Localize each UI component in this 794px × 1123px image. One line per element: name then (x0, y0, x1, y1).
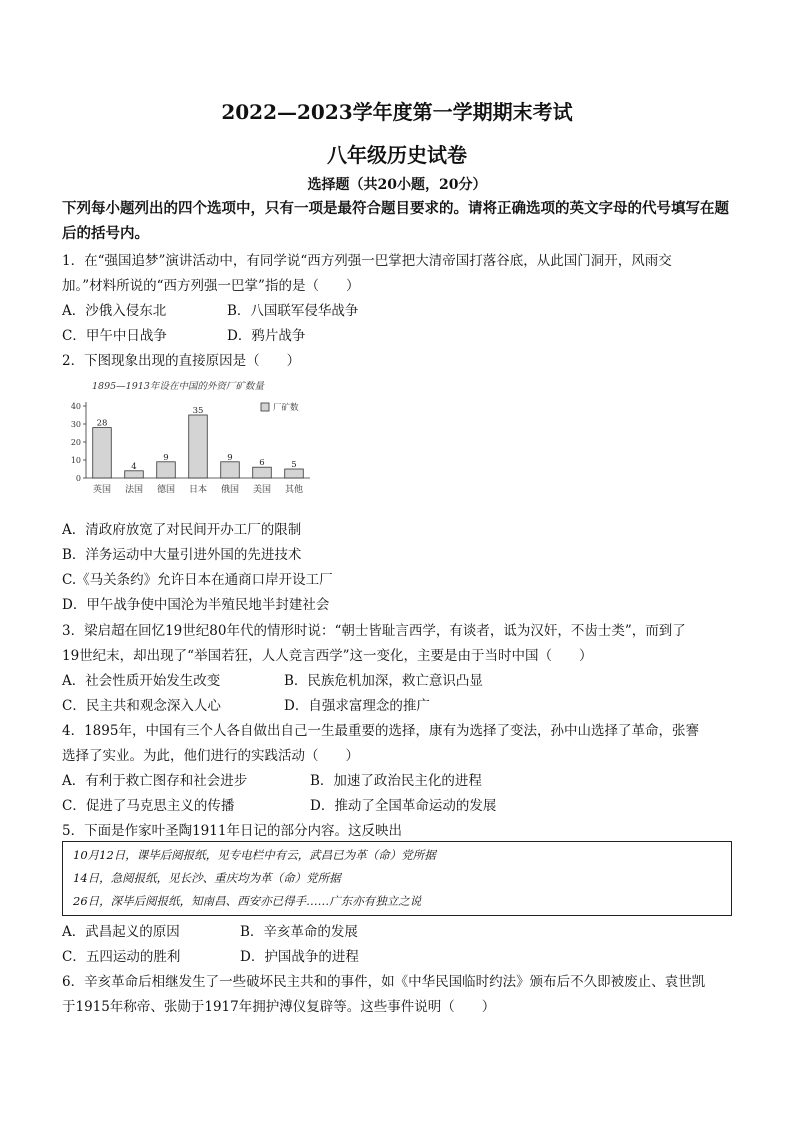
q5-option-d: D．护国战争的进程 (240, 949, 359, 965)
q4-option-a: A．有利于救亡图存和社会进步 (62, 773, 248, 789)
exam-title: 2022—2023学年度第一学期期末考试 (221, 100, 573, 124)
q5-option-c: C．五四运动的胜利 (62, 949, 181, 965)
category-label: 俄国 (220, 485, 240, 495)
factory-bar-chart (62, 378, 314, 500)
y-tick-label: 40 (70, 402, 81, 411)
q4-option-b: B．加速了政治民主化的进程 (310, 773, 482, 789)
bar (157, 462, 176, 478)
q3-option-a: A．社会性质开始发生改变 (62, 673, 221, 689)
bar-value-label: 9 (163, 452, 169, 463)
diary-excerpt-box (62, 841, 732, 916)
q3-stem-line1: 3．梁启超在回忆19世纪80年代的情形时说：“朝士皆耻言西学，有谈者，诋为汉奸，不齿士类”，而到了 (62, 623, 686, 639)
q5-stem: 5．下面是作家叶圣陶1911年日记的部分内容。这反映出 (62, 823, 402, 839)
bar-value-label: 35 (192, 406, 204, 416)
bar-value-label: 4 (131, 461, 137, 472)
q3-stem-line2: 19世纪末，却出现了“举国若狂，人人竞言西学”这一变化，主要是由于当时中国（ ） (62, 648, 593, 664)
q1-option-c: C．甲午中日战争 (62, 328, 167, 344)
q4-stem-line1: 4．1895年，中国有三个人各自做出自己一生最重要的选择，康有为选择了变法，孙中山选择了革命，张謇 (62, 723, 699, 739)
y-tick-label: 10 (70, 456, 81, 465)
legend-swatch (261, 403, 269, 411)
y-tick-label: 30 (70, 420, 81, 429)
category-label: 美国 (252, 485, 272, 495)
q2-option-d: D．甲午战争使中国沦为半殖民地半封建社会 (62, 597, 330, 613)
category-label: 其他 (284, 485, 304, 495)
bar-value-label: 9 (227, 452, 233, 463)
chart-legend (261, 402, 299, 413)
q3-option-b: B．民族危机加深，救亡意识凸显 (284, 673, 483, 689)
q4-option-d: D．推动了全国革命运动的发展 (310, 798, 497, 814)
q4-stem-line2: 选择了实业。为此，他们进行的实践活动（ ） (62, 748, 359, 764)
q3-option-c: C．民主共和观念深入人心 (62, 698, 221, 714)
category-label: 法国 (124, 485, 144, 495)
category-label: 日本 (188, 485, 208, 495)
instruction-text: 下列每小题列出的四个选项中，只有一项是最符合题目要求的。请将正确选项的英文字母的代号填写在题后的括号内。 (62, 200, 729, 242)
diary-line: 14日，急阅报纸，见长沙、重庆均为革（命）党所据 (73, 871, 341, 885)
chart-title: 1895—1913年设在中国的外资厂矿数量 (92, 381, 264, 392)
q5-option-b: B．辛亥革命的发展 (240, 924, 358, 940)
category-label: 德国 (156, 485, 176, 495)
bar (253, 467, 272, 478)
q2-option-c: C.《马关条约》允许日本在通商口岸开设工厂 (62, 572, 333, 588)
q5-option-a: A．武昌起义的原因 (62, 924, 180, 940)
y-tick-label: 0 (75, 474, 81, 483)
q2-option-b: B．洋务运动中大量引进外国的先进技术 (62, 547, 302, 563)
q2-option-a: A．清政府放宽了对民间开办工厂的限制 (62, 522, 302, 538)
category-label: 英国 (92, 485, 112, 495)
bar (125, 471, 144, 478)
legend-label: 厂矿数 (273, 403, 299, 413)
q6-stem-line1: 6．辛亥革命后相继发生了一些破坏民主共和的事件，如《中华民国临时约法》颁布后不久即被废止、袁世凯 (62, 974, 706, 990)
q1-stem-line2: 加。”材料所说的“西方列强一巴掌”指的是（ ） (62, 278, 360, 294)
chart-x-labels (93, 483, 303, 495)
q3-option-d: D．自强求富理念的推广 (284, 698, 430, 714)
y-tick-label: 20 (70, 438, 81, 447)
bar-value-label: 5 (291, 460, 297, 470)
exam-subtitle: 八年级历史试卷 (327, 143, 467, 167)
bar (221, 462, 240, 478)
chart-bars (93, 406, 304, 478)
bar-value-label: 6 (259, 458, 265, 469)
bar-value-label: 28 (96, 418, 108, 429)
bar (93, 428, 112, 478)
section-heading: 选择题（共20小题，20分） (307, 177, 487, 193)
diary-line: 26日，深毕后阅报纸，知南昌、西安亦已得手……广东亦有独立之说 (73, 894, 422, 908)
diary-line: 10月12日，课毕后阅报纸，见专电栏中有云，武昌已为革（命）党所据 (73, 848, 436, 862)
q2-stem: 2．下图现象出现的直接原因是（ ） (62, 353, 301, 369)
q1-option-b: B．八国联军侵华战争 (227, 303, 359, 319)
q4-option-c: C．促进了马克思主义的传播 (62, 798, 235, 814)
bar (189, 415, 208, 478)
bar (285, 469, 304, 478)
q1-option-d: D．鸦片战争 (227, 328, 306, 344)
q1-option-a: A．沙俄入侵东北 (62, 303, 167, 319)
q1-stem-line1: 1．在“强国追梦”演讲活动中，有同学说“西方列强一巴掌把大清帝国打落谷底，从此国门洞开，风雨交 (62, 253, 672, 269)
q6-stem-line2: 于1915年称帝、张勋于1917年拥护溥仪复辟等。这些事件说明（ ） (62, 999, 496, 1015)
